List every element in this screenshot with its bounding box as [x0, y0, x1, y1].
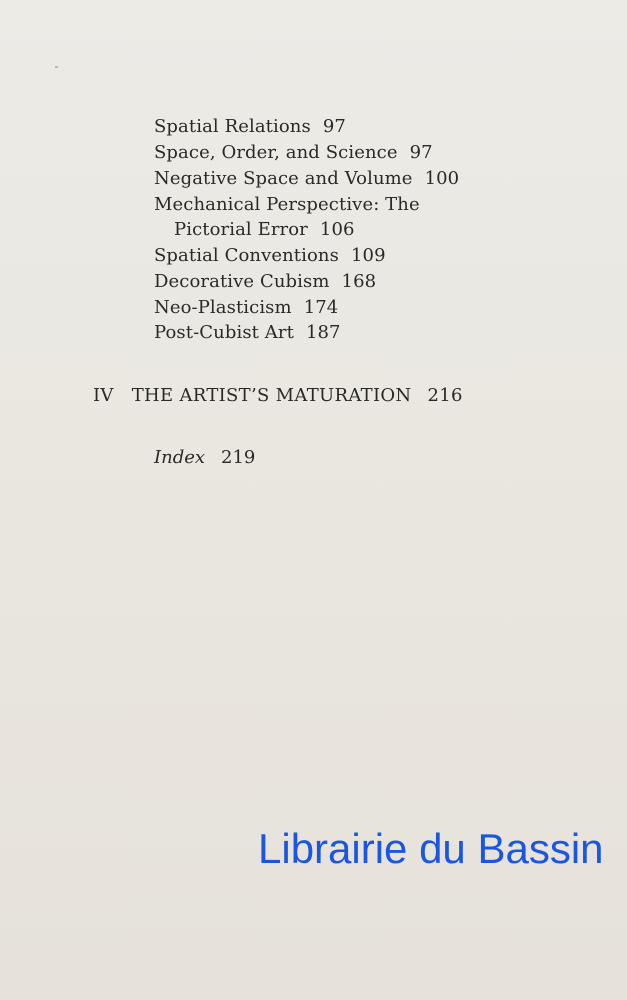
toc-entry-mechanical-perspective — [154, 194, 420, 216]
toc-entry-title: Decorative Cubism — [154, 271, 330, 292]
toc-entry-page: 97 — [322, 116, 346, 137]
toc-entry-title: Negative Space and Volume — [154, 168, 413, 189]
toc-entry-page: 106 — [319, 219, 355, 240]
toc-entry-page: 174 — [303, 297, 339, 318]
chapter-numeral: IV — [93, 385, 114, 406]
toc-entry-title: Space, Order, and Science — [154, 142, 398, 163]
index-page: 219 — [221, 447, 256, 468]
toc-entry-page: 187 — [305, 322, 341, 343]
toc-entry-title: Mechanical Perspective: The — [154, 194, 420, 215]
page-speck — [55, 66, 58, 68]
index-label: Index — [154, 447, 206, 468]
toc-entry-page: 168 — [341, 271, 377, 292]
toc-chapter-iv — [93, 385, 463, 407]
toc-entry-pictorial-error — [174, 219, 355, 241]
chapter-title: THE ARTIST’S MATURATION — [131, 385, 412, 406]
toc-entry-spatial-relations — [154, 116, 346, 138]
toc-entry-page: 109 — [350, 245, 386, 266]
toc-entry-spatial-conventions — [154, 245, 386, 267]
toc-entry-space-order-science — [154, 142, 433, 164]
toc-entry-title: Pictorial Error — [174, 219, 308, 240]
toc-entry-title: Post-Cubist Art — [154, 322, 294, 343]
toc-index — [154, 447, 255, 469]
toc-entry-page: 97 — [409, 142, 433, 163]
toc-entry-neo-plasticism — [154, 297, 338, 319]
toc-entry-decorative-cubism — [154, 271, 376, 293]
toc-entry-title: Spatial Conventions — [154, 245, 339, 266]
watermark-text: Librairie du Bassin — [258, 825, 604, 872]
toc-entry-title: Spatial Relations — [154, 116, 311, 137]
toc-entry-post-cubist-art — [154, 322, 341, 344]
toc-entry-page: 100 — [424, 168, 460, 189]
chapter-page: 216 — [427, 385, 463, 406]
toc-entry-title: Neo-Plasticism — [154, 297, 292, 318]
toc-entry-negative-space — [154, 168, 459, 190]
